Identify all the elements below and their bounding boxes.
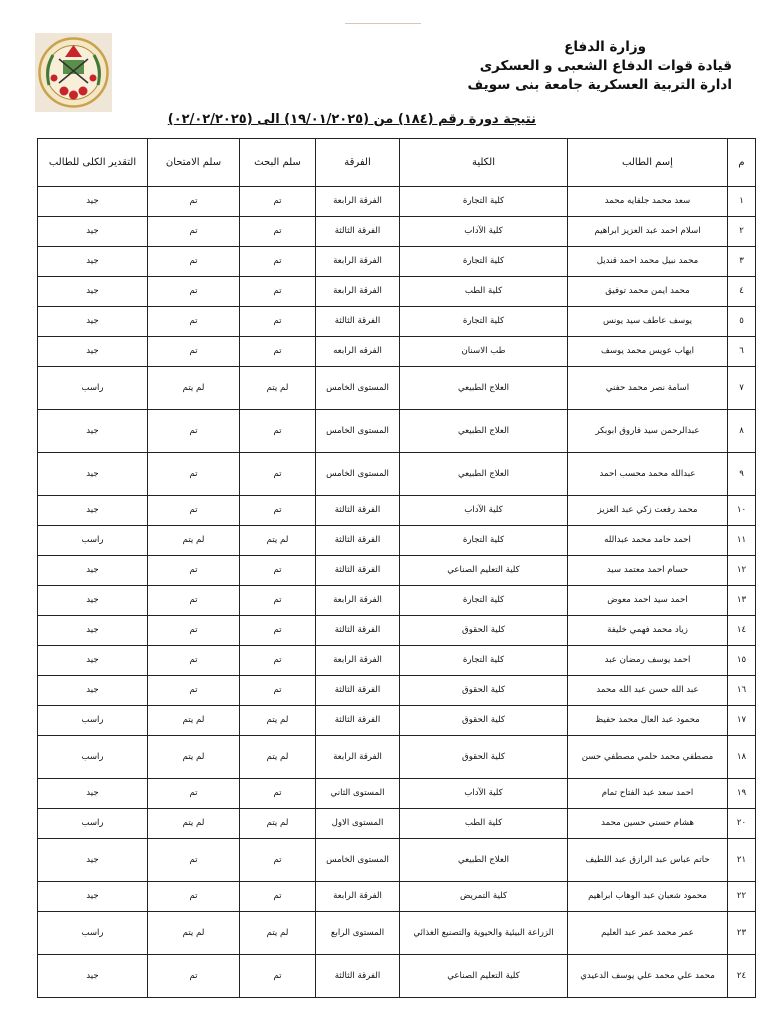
cell-name: احمد يوسف رمضان عبد bbox=[568, 646, 728, 676]
cell-exam: لم يتم bbox=[148, 706, 240, 736]
table-row bbox=[38, 616, 756, 646]
cell-grade: جيد bbox=[38, 277, 148, 307]
cell-faculty: العلاج الطبيعي bbox=[400, 453, 568, 496]
cell-exam: تم bbox=[148, 496, 240, 526]
cell-name: محمود عبد العال محمد حفيظ bbox=[568, 706, 728, 736]
document-header bbox=[312, 38, 732, 95]
cell-level: الفرقة الرابعة bbox=[316, 882, 400, 912]
cell-name: هشام حسني حسين محمد bbox=[568, 809, 728, 839]
cell-name: حاتم عباس عبد الرازق عبد اللطيف bbox=[568, 839, 728, 882]
cell-num: ١٤ bbox=[728, 616, 756, 646]
cell-research: تم bbox=[240, 882, 316, 912]
cell-faculty: كلية الحقوق bbox=[400, 616, 568, 646]
cell-research: لم يتم bbox=[240, 736, 316, 779]
table-header-row bbox=[38, 139, 756, 187]
cell-research: تم bbox=[240, 453, 316, 496]
cell-grade: جيد bbox=[38, 187, 148, 217]
cell-level: المستوى الخامس bbox=[316, 367, 400, 410]
table-row bbox=[38, 217, 756, 247]
table-row bbox=[38, 912, 756, 955]
table-row bbox=[38, 367, 756, 410]
cell-exam: تم bbox=[148, 882, 240, 912]
table-row bbox=[38, 556, 756, 586]
cell-level: الفرقة الثالثة bbox=[316, 955, 400, 998]
cell-exam: تم bbox=[148, 277, 240, 307]
cell-exam: لم يتم bbox=[148, 809, 240, 839]
cell-faculty: الزراعة البيئية والحيوية والتصنيع الغذائي bbox=[400, 912, 568, 955]
cell-grade: جيد bbox=[38, 779, 148, 809]
cell-exam: تم bbox=[148, 410, 240, 453]
header-exam: سلم الامتحان bbox=[148, 139, 240, 187]
cell-grade: جيد bbox=[38, 882, 148, 912]
cell-num: ٢٤ bbox=[728, 955, 756, 998]
cell-exam: تم bbox=[148, 187, 240, 217]
cell-faculty: كلية الحقوق bbox=[400, 736, 568, 779]
cell-level: الفرقة الرابعة bbox=[316, 187, 400, 217]
cell-level: الفرقة الرابعة bbox=[316, 247, 400, 277]
cell-grade: جيد bbox=[38, 556, 148, 586]
header-faculty: الكلية bbox=[400, 139, 568, 187]
cell-faculty: كلية التجارة bbox=[400, 307, 568, 337]
cell-research: لم يتم bbox=[240, 526, 316, 556]
cell-exam: تم bbox=[148, 676, 240, 706]
cell-research: تم bbox=[240, 955, 316, 998]
table-row bbox=[38, 337, 756, 367]
cell-research: تم bbox=[240, 247, 316, 277]
cell-faculty: العلاج الطبيعي bbox=[400, 839, 568, 882]
cell-level: الفرقة الثالثة bbox=[316, 556, 400, 586]
cell-grade: راسب bbox=[38, 367, 148, 410]
cell-name: عبدالرحمن سيد فاروق ابوبكر bbox=[568, 410, 728, 453]
cell-num: ٢١ bbox=[728, 839, 756, 882]
cell-faculty: كلية التعليم الصناعي bbox=[400, 955, 568, 998]
cell-num: ٩ bbox=[728, 453, 756, 496]
cell-level: الفرقة الثالثة bbox=[316, 676, 400, 706]
table-row bbox=[38, 882, 756, 912]
cell-exam: تم bbox=[148, 337, 240, 367]
cell-name: محمود شعبان عبد الوهاب ابراهيم bbox=[568, 882, 728, 912]
table-row bbox=[38, 453, 756, 496]
cell-faculty: العلاج الطبيعي bbox=[400, 367, 568, 410]
cell-num: ١٣ bbox=[728, 586, 756, 616]
table-row bbox=[38, 736, 756, 779]
table-row bbox=[38, 307, 756, 337]
cell-grade: جيد bbox=[38, 247, 148, 277]
cell-name: احمد سيد احمد معوض bbox=[568, 586, 728, 616]
cell-name: زياد محمد فهمي خليفة bbox=[568, 616, 728, 646]
cell-research: لم يتم bbox=[240, 367, 316, 410]
cell-grade: جيد bbox=[38, 839, 148, 882]
cell-num: ١٩ bbox=[728, 779, 756, 809]
cell-faculty: كلية الحقوق bbox=[400, 706, 568, 736]
header-grade: التقدير الكلى للطالب bbox=[38, 139, 148, 187]
cell-research: تم bbox=[240, 839, 316, 882]
cell-level: الفرقة الرابعة bbox=[316, 277, 400, 307]
cell-name: محمد رفعت زكي عبد العزيز bbox=[568, 496, 728, 526]
cell-exam: تم bbox=[148, 453, 240, 496]
cell-level: الفرقة الرابعة bbox=[316, 736, 400, 779]
cell-grade: جيد bbox=[38, 586, 148, 616]
cell-research: لم يتم bbox=[240, 912, 316, 955]
cell-exam: لم يتم bbox=[148, 367, 240, 410]
cell-level: الفرقة الثالثة bbox=[316, 616, 400, 646]
cell-exam: تم bbox=[148, 307, 240, 337]
table-row bbox=[38, 955, 756, 998]
cell-research: تم bbox=[240, 337, 316, 367]
cell-research: تم bbox=[240, 496, 316, 526]
cell-faculty: كلية الطب bbox=[400, 277, 568, 307]
cell-num: ١٠ bbox=[728, 496, 756, 526]
cell-research: تم bbox=[240, 586, 316, 616]
cell-exam: تم bbox=[148, 217, 240, 247]
cell-research: تم bbox=[240, 187, 316, 217]
cell-exam: تم bbox=[148, 556, 240, 586]
cell-exam: تم bbox=[148, 839, 240, 882]
cell-faculty: كلية التعليم الصناعي bbox=[400, 556, 568, 586]
cell-num: ٣ bbox=[728, 247, 756, 277]
cell-grade: راسب bbox=[38, 706, 148, 736]
cell-name: محمد علي محمد علي يوسف الدعيدي bbox=[568, 955, 728, 998]
cell-grade: جيد bbox=[38, 410, 148, 453]
cell-name: يوسف عاطف سيد يونس bbox=[568, 307, 728, 337]
cell-grade: جيد bbox=[38, 307, 148, 337]
cell-grade: راسب bbox=[38, 736, 148, 779]
table-row bbox=[38, 410, 756, 453]
cell-level: المستوى الثاني bbox=[316, 779, 400, 809]
cell-grade: جيد bbox=[38, 217, 148, 247]
table-row bbox=[38, 526, 756, 556]
cell-level: الفرقة الثالثة bbox=[316, 307, 400, 337]
cell-name: اسامة نصر محمد حفني bbox=[568, 367, 728, 410]
cell-level: المستوى الخامس bbox=[316, 839, 400, 882]
cell-research: تم bbox=[240, 307, 316, 337]
cell-name: محمد نبيل محمد احمد قنديل bbox=[568, 247, 728, 277]
cell-name: عبد الله حسن عبد الله محمد bbox=[568, 676, 728, 706]
cell-num: ١ bbox=[728, 187, 756, 217]
cell-num: ١١ bbox=[728, 526, 756, 556]
cell-grade: جيد bbox=[38, 496, 148, 526]
table-row bbox=[38, 809, 756, 839]
results-table bbox=[37, 138, 756, 998]
cell-grade: راسب bbox=[38, 912, 148, 955]
cell-research: لم يتم bbox=[240, 706, 316, 736]
cell-research: تم bbox=[240, 277, 316, 307]
cell-faculty: كلية التجارة bbox=[400, 187, 568, 217]
cell-faculty: كلية التمريض bbox=[400, 882, 568, 912]
table-row bbox=[38, 247, 756, 277]
cell-num: ٢ bbox=[728, 217, 756, 247]
cell-exam: لم يتم bbox=[148, 912, 240, 955]
cell-faculty: كلية الآداب bbox=[400, 217, 568, 247]
cell-level: الفرقة الثالثة bbox=[316, 526, 400, 556]
table-row bbox=[38, 676, 756, 706]
table-row bbox=[38, 839, 756, 882]
cell-grade: راسب bbox=[38, 809, 148, 839]
page-title: نتيجة دورة رقم (١٨٤) من (١٩/٠١/٢٠٢٥) الى (٠٢/٠٢/٢٠٢٥) bbox=[167, 112, 536, 127]
cell-grade: جيد bbox=[38, 453, 148, 496]
header-num: م bbox=[728, 139, 756, 187]
cell-research: تم bbox=[240, 217, 316, 247]
cell-exam: تم bbox=[148, 616, 240, 646]
cell-faculty: كلية الحقوق bbox=[400, 676, 568, 706]
cell-faculty: كلية التجارة bbox=[400, 586, 568, 616]
cell-faculty: العلاج الطبيعي bbox=[400, 410, 568, 453]
cell-num: ٨ bbox=[728, 410, 756, 453]
cell-research: لم يتم bbox=[240, 809, 316, 839]
cell-level: المستوى الرابع bbox=[316, 912, 400, 955]
cell-level: الفرقه الرابعه bbox=[316, 337, 400, 367]
cell-num: ١٨ bbox=[728, 736, 756, 779]
cell-num: ١٥ bbox=[728, 646, 756, 676]
cell-level: الفرقة الثالثة bbox=[316, 217, 400, 247]
cell-research: تم bbox=[240, 410, 316, 453]
header-command: قيادة قوات الدفاع الشعبى و العسكرى bbox=[479, 58, 732, 74]
military-emblem-logo bbox=[35, 33, 112, 112]
table-row bbox=[38, 706, 756, 736]
cell-faculty: كلية التجارة bbox=[400, 247, 568, 277]
cell-grade: جيد bbox=[38, 337, 148, 367]
table-row bbox=[38, 586, 756, 616]
cell-name: احمد حامد محمد عبدالله bbox=[568, 526, 728, 556]
table-row bbox=[38, 496, 756, 526]
cell-exam: لم يتم bbox=[148, 736, 240, 779]
cell-exam: تم bbox=[148, 779, 240, 809]
table-row bbox=[38, 277, 756, 307]
cell-level: الفرقة الرابعة bbox=[316, 586, 400, 616]
cell-grade: راسب bbox=[38, 526, 148, 556]
cell-exam: تم bbox=[148, 646, 240, 676]
cell-faculty: كلية الآداب bbox=[400, 779, 568, 809]
table-row bbox=[38, 187, 756, 217]
cell-grade: جيد bbox=[38, 646, 148, 676]
cell-name: عبدالله محمد محسب احمد bbox=[568, 453, 728, 496]
table-row bbox=[38, 779, 756, 809]
cell-level: المستوى الاول bbox=[316, 809, 400, 839]
cell-faculty: كلية التجارة bbox=[400, 646, 568, 676]
cell-name: محمد ايمن محمد توفيق bbox=[568, 277, 728, 307]
cell-level: الفرقة الرابعة bbox=[316, 646, 400, 676]
cell-exam: لم يتم bbox=[148, 526, 240, 556]
header-ministry: وزارة الدفاع bbox=[564, 39, 646, 55]
cell-name: عمر محمد عمر عبد العليم bbox=[568, 912, 728, 955]
cell-name: سعد محمد جلفايه محمد bbox=[568, 187, 728, 217]
cell-research: تم bbox=[240, 676, 316, 706]
cell-exam: تم bbox=[148, 955, 240, 998]
cell-num: ٢٢ bbox=[728, 882, 756, 912]
cell-num: ١٦ bbox=[728, 676, 756, 706]
header-administration: ادارة التربية العسكرية جامعة بنى سويف bbox=[467, 77, 732, 93]
cell-research: تم bbox=[240, 556, 316, 586]
header-name: إسم الطالب bbox=[568, 139, 728, 187]
cell-grade: جيد bbox=[38, 676, 148, 706]
cell-num: ١٢ bbox=[728, 556, 756, 586]
cell-faculty: كلية الآداب bbox=[400, 496, 568, 526]
cell-name: حسام احمد معتمد سيد bbox=[568, 556, 728, 586]
cell-level: الفرقة الثالثة bbox=[316, 496, 400, 526]
cell-num: ٥ bbox=[728, 307, 756, 337]
cell-level: المستوى الخامس bbox=[316, 453, 400, 496]
cell-level: المستوى الخامس bbox=[316, 410, 400, 453]
cell-research: تم bbox=[240, 779, 316, 809]
cell-name: اسلام احمد عبد العزيز ابراهيم bbox=[568, 217, 728, 247]
cell-grade: جيد bbox=[38, 616, 148, 646]
cell-num: ٦ bbox=[728, 337, 756, 367]
cell-level: الفرقة الثالثة bbox=[316, 706, 400, 736]
cell-num: ٢٠ bbox=[728, 809, 756, 839]
top-divider bbox=[345, 23, 421, 24]
cell-faculty: طب الاسنان bbox=[400, 337, 568, 367]
cell-name: مصطفي محمد حلمي مصطفي حسن bbox=[568, 736, 728, 779]
cell-num: ٤ bbox=[728, 277, 756, 307]
cell-research: تم bbox=[240, 616, 316, 646]
cell-exam: تم bbox=[148, 586, 240, 616]
cell-name: ايهاب عويس محمد يوسف bbox=[568, 337, 728, 367]
cell-research: تم bbox=[240, 646, 316, 676]
cell-faculty: كلية الطب bbox=[400, 809, 568, 839]
header-level: الفرقة bbox=[316, 139, 400, 187]
table-row bbox=[38, 646, 756, 676]
cell-exam: تم bbox=[148, 247, 240, 277]
cell-name: احمد سعد عبد الفتاح تمام bbox=[568, 779, 728, 809]
cell-num: ١٧ bbox=[728, 706, 756, 736]
cell-faculty: كلية التجارة bbox=[400, 526, 568, 556]
cell-grade: جيد bbox=[38, 955, 148, 998]
cell-num: ٧ bbox=[728, 367, 756, 410]
cell-num: ٢٣ bbox=[728, 912, 756, 955]
header-research: سلم البحث bbox=[240, 139, 316, 187]
